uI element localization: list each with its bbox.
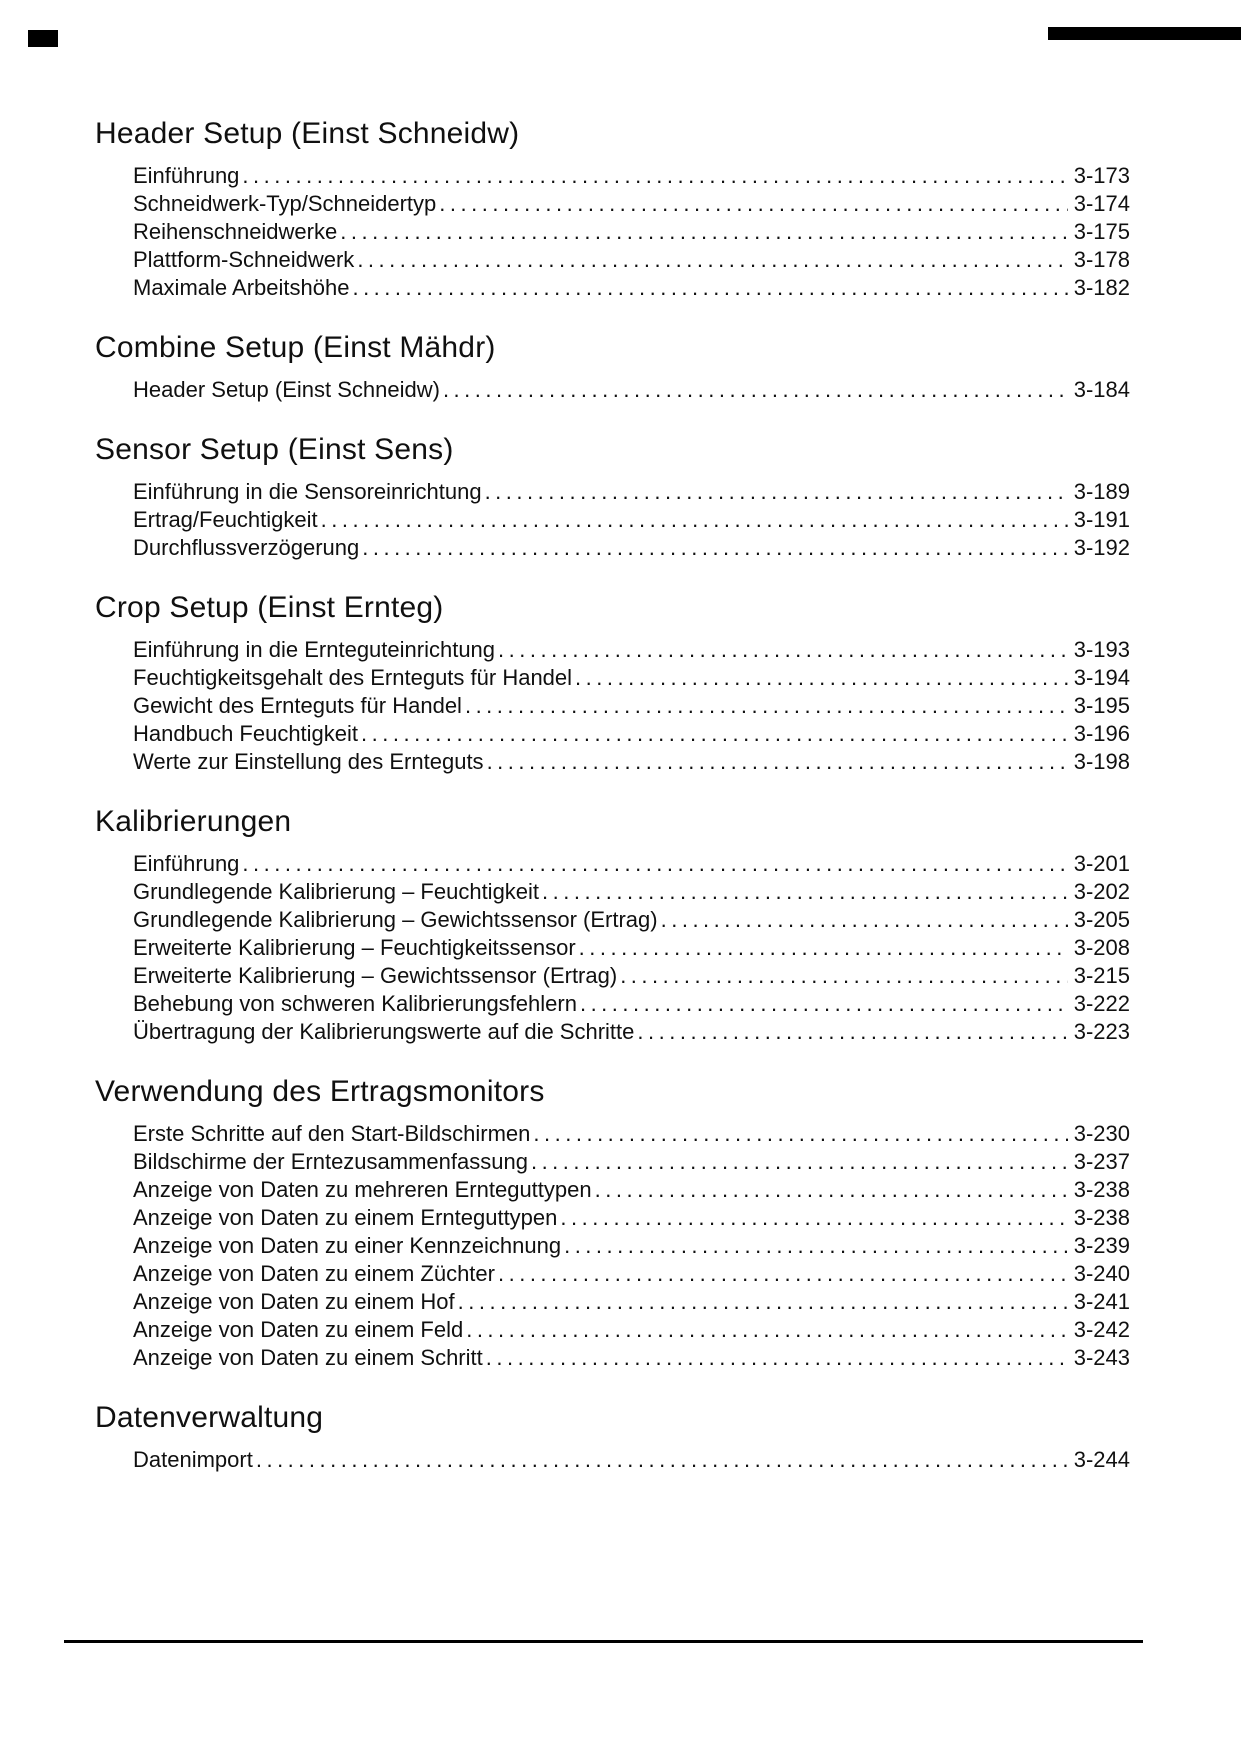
section-title: Header Setup (Einst Schneidw): [95, 117, 520, 150]
entry-title: Feuchtigkeitsgehalt des Ernteguts für Handel: [133, 665, 573, 690]
entry-page-number: 3-238: [1073, 1177, 1130, 1202]
entry-page-number: 3-241: [1073, 1289, 1130, 1314]
dot-leader: [242, 162, 1067, 190]
entry-title: Anzeige von Daten zu einem Feld: [133, 1317, 464, 1342]
entry-title: Durchflussverzögerung: [133, 535, 360, 560]
entry-title: Header Setup (Einst Schneidw): [133, 377, 440, 402]
entry-page-number: 3-201: [1073, 851, 1130, 876]
dot-leader: [542, 878, 1068, 906]
dot-leader: [486, 1344, 1068, 1372]
toc-entry: [95, 636, 1130, 664]
entry-page-number: 3-189: [1073, 479, 1130, 504]
dot-leader: [533, 1120, 1067, 1148]
entry-page-number: 3-208: [1073, 935, 1130, 960]
entry-page-number: 3-244: [1073, 1447, 1130, 1472]
toc-entry: [95, 1148, 1130, 1176]
toc-entry: [95, 1204, 1130, 1232]
toc-entry: [95, 274, 1130, 302]
section-title: Kalibrierungen: [95, 805, 292, 838]
entry-page-number: 3-202: [1073, 879, 1130, 904]
scan-mark-top-left: [28, 30, 58, 47]
entry-title: Erweiterte Kalibrierung – Feuchtigkeitssensor: [133, 935, 576, 960]
entry-page-number: 3-191: [1073, 507, 1130, 532]
dot-leader: [661, 906, 1068, 934]
entry-title: Bildschirme der Erntezusammenfassung: [133, 1149, 528, 1174]
entry-title: Anzeige von Daten zu einem Ernteguttypen: [133, 1205, 558, 1230]
entry-page-number: 3-230: [1073, 1121, 1130, 1146]
entry-title: Übertragung der Kalibrierungswerte auf die Schritte: [133, 1019, 635, 1044]
entry-page-number: 3-195: [1073, 693, 1130, 718]
entry-title: Einführung: [133, 851, 240, 876]
entry-page-number: 3-242: [1073, 1317, 1130, 1342]
entry-title: Anzeige von Daten zu mehreren Ernteguttypen: [133, 1177, 592, 1202]
toc-entry: [95, 1120, 1130, 1148]
toc-entry: [95, 962, 1130, 990]
dot-leader: [575, 664, 1068, 692]
toc-entry: [95, 190, 1130, 218]
dot-leader: [439, 190, 1067, 218]
scan-mark-top-right: [1048, 27, 1241, 40]
toc-entry: [95, 990, 1130, 1018]
entry-page-number: 3-237: [1073, 1149, 1130, 1174]
entry-page-number: 3-173: [1073, 163, 1130, 188]
section-title: Verwendung des Ertragsmonitors: [95, 1075, 545, 1108]
toc-entry: [95, 246, 1130, 274]
toc-section: [95, 1073, 1130, 1372]
toc-entry: [95, 478, 1130, 506]
entry-page-number: 3-243: [1073, 1345, 1130, 1370]
dot-leader: [340, 218, 1067, 246]
toc-section: [95, 803, 1130, 1046]
entry-title: Plattform-Schneidwerk: [133, 247, 355, 272]
dot-leader: [256, 1446, 1068, 1474]
entry-page-number: 3-184: [1073, 377, 1130, 402]
entry-title: Datenimport: [133, 1447, 253, 1472]
entry-title: Anzeige von Daten zu einer Kennzeichnung: [133, 1233, 562, 1258]
dot-leader: [321, 506, 1068, 534]
toc-entry: [95, 934, 1130, 962]
toc-entry: [95, 1316, 1130, 1344]
dot-leader: [564, 1232, 1068, 1260]
entry-page-number: 3-239: [1073, 1233, 1130, 1258]
toc-entry: [95, 1018, 1130, 1046]
dot-leader: [485, 478, 1068, 506]
dot-leader: [637, 1018, 1067, 1046]
toc-entry: [95, 906, 1130, 934]
entry-title: Anzeige von Daten zu einem Schritt: [133, 1345, 483, 1370]
dot-leader: [466, 1316, 1068, 1344]
dot-leader: [361, 720, 1068, 748]
dot-leader: [443, 376, 1068, 404]
entry-title: Maximale Arbeitshöhe: [133, 275, 350, 300]
entry-title: Einführung: [133, 163, 240, 188]
entry-title: Anzeige von Daten zu einem Hof: [133, 1289, 455, 1314]
entry-title: Einführung in die Sensoreinrichtung: [133, 479, 482, 504]
entry-page-number: 3-205: [1073, 907, 1130, 932]
dot-leader: [487, 748, 1068, 776]
entry-page-number: 3-182: [1073, 275, 1130, 300]
dot-leader: [531, 1148, 1068, 1176]
toc-entry: [95, 1232, 1130, 1260]
entry-page-number: 3-223: [1073, 1019, 1130, 1044]
entry-title: Erweiterte Kalibrierung – Gewichtssensor (Ertrag): [133, 963, 618, 988]
toc-entry: [95, 664, 1130, 692]
entry-page-number: 3-238: [1073, 1205, 1130, 1230]
entry-page-number: 3-193: [1073, 637, 1130, 662]
toc-entry: [95, 1288, 1130, 1316]
entry-page-number: 3-178: [1073, 247, 1130, 272]
toc-section: [95, 589, 1130, 776]
dot-leader: [498, 1260, 1068, 1288]
toc-entry: [95, 506, 1130, 534]
toc-section: [95, 329, 1130, 404]
entry-page-number: 3-222: [1073, 991, 1130, 1016]
entry-title: Reihenschneidwerke: [133, 219, 338, 244]
toc-entry: [95, 692, 1130, 720]
entry-title: Handbuch Feuchtigkeit: [133, 721, 359, 746]
dot-leader: [560, 1204, 1067, 1232]
toc-entry: [95, 1260, 1130, 1288]
dot-leader: [242, 850, 1067, 878]
entry-title: Grundlegende Kalibrierung – Feuchtigkeit: [133, 879, 540, 904]
toc-entry: [95, 1176, 1130, 1204]
toc-entry: [95, 218, 1130, 246]
dot-leader: [498, 636, 1068, 664]
entry-page-number: 3-240: [1073, 1261, 1130, 1286]
entry-title: Schneidwerk-Typ/Schneidertyp: [133, 191, 437, 216]
section-title: Combine Setup (Einst Mähdr): [95, 331, 496, 364]
dot-leader: [465, 692, 1068, 720]
entry-title: Anzeige von Daten zu einem Züchter: [133, 1261, 495, 1286]
toc-section: [95, 431, 1130, 562]
table-of-contents: [95, 115, 1130, 1501]
entry-title: Einführung in die Ernteguteinrichtung: [133, 637, 496, 662]
toc-entry: [95, 1344, 1130, 1372]
entry-page-number: 3-174: [1073, 191, 1130, 216]
dot-leader: [362, 534, 1067, 562]
entry-title: Ertrag/Feuchtigkeit: [133, 507, 318, 532]
toc-section: [95, 1399, 1130, 1474]
entry-page-number: 3-198: [1073, 749, 1130, 774]
entry-title: Gewicht des Ernteguts für Handel: [133, 693, 462, 718]
toc-section: [95, 115, 1130, 302]
entry-title: Grundlegende Kalibrierung – Gewichtssensor (Ertrag): [133, 907, 658, 932]
toc-entry: [95, 376, 1130, 404]
dot-leader: [580, 990, 1068, 1018]
toc-entry: [95, 720, 1130, 748]
entry-title: Behebung von schweren Kalibrierungsfehlern: [133, 991, 577, 1016]
entry-title: Werte zur Einstellung des Ernteguts: [133, 749, 484, 774]
dot-leader: [620, 962, 1068, 990]
toc-entry: [95, 1446, 1130, 1474]
entry-page-number: 3-196: [1073, 721, 1130, 746]
dot-leader: [458, 1288, 1068, 1316]
entry-title: Erste Schritte auf den Start-Bildschirmen: [133, 1121, 531, 1146]
entry-page-number: 3-215: [1073, 963, 1130, 988]
entry-page-number: 3-175: [1073, 219, 1130, 244]
section-title: Crop Setup (Einst Ernteg): [95, 591, 444, 624]
section-title: Sensor Setup (Einst Sens): [95, 433, 454, 466]
dot-leader: [352, 274, 1067, 302]
dot-leader: [579, 934, 1068, 962]
footer-rule: [64, 1640, 1143, 1643]
entry-page-number: 3-192: [1073, 535, 1130, 560]
toc-entry: [95, 748, 1130, 776]
toc-entry: [95, 162, 1130, 190]
toc-entry: [95, 850, 1130, 878]
toc-entry: [95, 534, 1130, 562]
dot-leader: [357, 246, 1067, 274]
dot-leader: [595, 1176, 1068, 1204]
toc-entry: [95, 878, 1130, 906]
section-title: Datenverwaltung: [95, 1401, 324, 1434]
entry-page-number: 3-194: [1073, 665, 1130, 690]
